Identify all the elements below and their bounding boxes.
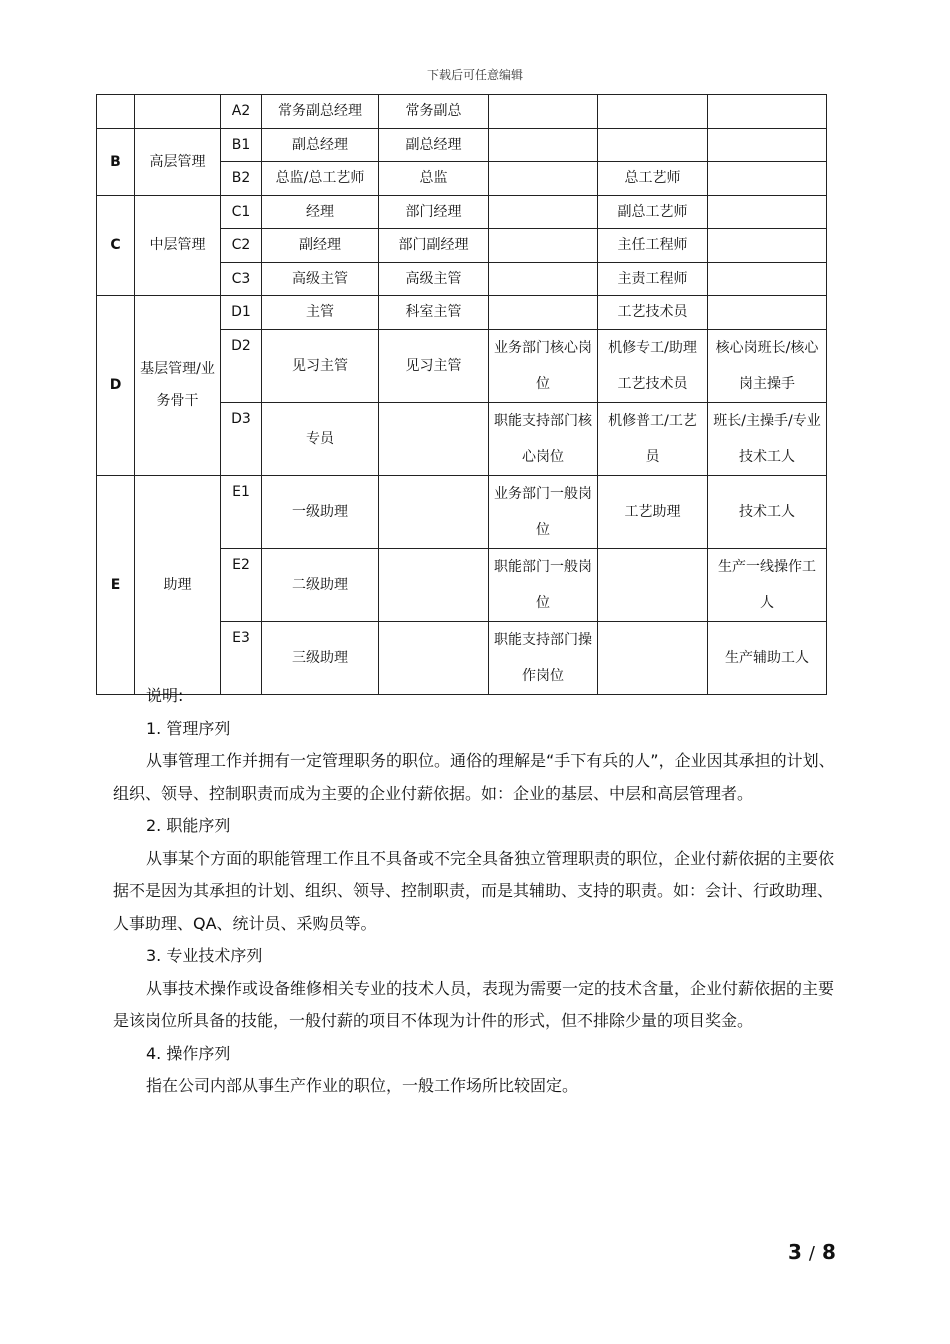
management-title: 经理 [262, 195, 379, 229]
level-name: 中层管理 [135, 195, 221, 296]
level-name: 助理 [135, 475, 221, 694]
business-title [489, 128, 598, 162]
function-title: 副总经理 [379, 128, 489, 162]
management-title: 专员 [262, 402, 379, 475]
technical-title: 主责工程师 [598, 262, 708, 296]
management-title: 三级助理 [262, 621, 379, 694]
business-title [489, 195, 598, 229]
business-title [489, 262, 598, 296]
operation-title [708, 162, 827, 196]
management-title: 主管 [262, 296, 379, 330]
operation-title: 核心岗班长/核心岗主操手 [708, 329, 827, 402]
function-title [379, 402, 489, 475]
management-title: 一级助理 [262, 475, 379, 548]
function-title: 部门经理 [379, 195, 489, 229]
section-body: 从事管理工作并拥有一定管理职务的职位。通俗的理解是“手下有兵的人”，企业因其承担的计划、组织、领导、控制职责而成为主要的企业付薪依据。如：企业的基层、中层和高层管理者。 [113, 751, 835, 803]
business-title [489, 229, 598, 263]
section-title: 2. 职能序列 [146, 816, 231, 835]
section-body: 从事技术操作或设备维修相关专业的技术人员，表现为需要一定的技术含量，企业付薪依据的主要是该岗位所具备的技能，一般付薪的项目不体现为计件的形式，但不排除少量的项目奖金。 [113, 978, 835, 1030]
operation-title [708, 229, 827, 263]
technical-title: 总工艺师 [598, 162, 708, 196]
table-row [97, 296, 827, 330]
header-note: 下载后可任意编辑 [426, 68, 523, 82]
level-letter: B [97, 128, 135, 195]
level-letter: C [97, 195, 135, 296]
level-letter: E [97, 475, 135, 694]
section-title: 4. 操作序列 [146, 1043, 231, 1063]
business-title [489, 296, 598, 330]
table-row [97, 95, 827, 129]
management-title: 总监/总工艺师 [262, 162, 379, 196]
technical-title: 机修专工/助理工艺技术员 [598, 329, 708, 402]
business-title: 职能支持部门核心岗位 [489, 402, 598, 475]
grade-code: B2 [221, 162, 262, 196]
level-letter [97, 95, 135, 129]
operation-title: 技术工人 [708, 475, 827, 548]
job-grade-table [96, 94, 827, 695]
level-name: 基层管理/业务骨干 [135, 296, 221, 476]
grade-code: A2 [221, 95, 262, 129]
technical-title: 副总工艺师 [598, 195, 708, 229]
technical-title [598, 95, 708, 129]
technical-title [598, 548, 708, 621]
business-title: 业务部门核心岗位 [489, 329, 598, 402]
management-title: 见习主管 [262, 329, 379, 402]
technical-title: 主任工程师 [598, 229, 708, 263]
grade-code: D2 [221, 329, 262, 402]
operation-title [708, 262, 827, 296]
operation-title [708, 195, 827, 229]
technical-title: 工艺技术员 [598, 296, 708, 330]
function-title: 见习主管 [379, 329, 489, 402]
operation-title: 生产辅助工人 [708, 621, 827, 694]
technical-title [598, 128, 708, 162]
grade-code: C1 [221, 195, 262, 229]
page-number [788, 1240, 836, 1264]
function-title: 常务副总 [379, 95, 489, 129]
management-title: 副总经理 [262, 128, 379, 162]
management-title: 高级主管 [262, 262, 379, 296]
table-row [97, 475, 827, 548]
operation-title: 班长/主操手/专业技术工人 [708, 402, 827, 475]
grade-code: B1 [221, 128, 262, 162]
notes-heading: 说明: [146, 686, 184, 705]
function-title: 总监 [379, 162, 489, 196]
level-letter: D [97, 296, 135, 476]
grade-code: E1 [221, 475, 262, 548]
management-title: 副经理 [262, 229, 379, 263]
section-title: 3. 专业技术序列 [146, 946, 263, 965]
grade-code: E3 [221, 621, 262, 694]
business-title: 业务部门一般岗位 [489, 475, 598, 548]
table-row [97, 128, 827, 162]
grade-code: C2 [221, 229, 262, 263]
level-name [135, 95, 221, 129]
page-total: 8 [821, 1240, 836, 1264]
notes-section [113, 680, 839, 1103]
page-current: 3 [788, 1240, 802, 1264]
business-title [489, 162, 598, 196]
grade-code: C3 [221, 262, 262, 296]
page-separator: / [808, 1243, 815, 1264]
management-title: 常务副总经理 [262, 95, 379, 129]
function-title [379, 475, 489, 548]
operation-title [708, 95, 827, 129]
function-title: 高级主管 [379, 262, 489, 296]
grade-code: E2 [221, 548, 262, 621]
operation-title [708, 128, 827, 162]
section-body: 从事某个方面的职能管理工作且不具备或不完全具备独立管理职责的职位，企业付薪依据的主要依据不是因为其承担的计划、组织、领导、控制职责，而是其辅助、支持的职责。如：会计、行政助理、人事助理、QA、统计员、采购员等。 [113, 848, 835, 933]
business-title: 职能部门一般岗位 [489, 548, 598, 621]
function-title: 部门副经理 [379, 229, 489, 263]
operation-title: 生产一线操作工人 [708, 548, 827, 621]
section-title: 1. 管理序列 [146, 718, 231, 738]
technical-title: 工艺助理 [598, 475, 708, 548]
business-title: 职能支持部门操作岗位 [489, 621, 598, 694]
grade-code: D3 [221, 402, 262, 475]
management-title: 二级助理 [262, 548, 379, 621]
technical-title: 机修普工/工艺员 [598, 402, 708, 475]
operation-title [708, 296, 827, 330]
grade-code: D1 [221, 296, 262, 330]
table-row [97, 195, 827, 229]
function-title: 科室主管 [379, 296, 489, 330]
function-title [379, 548, 489, 621]
section-body: 指在公司内部从事生产作业的职位，一般工作场所比较固定。 [146, 1076, 579, 1095]
level-name: 高层管理 [135, 128, 221, 195]
business-title [489, 95, 598, 129]
